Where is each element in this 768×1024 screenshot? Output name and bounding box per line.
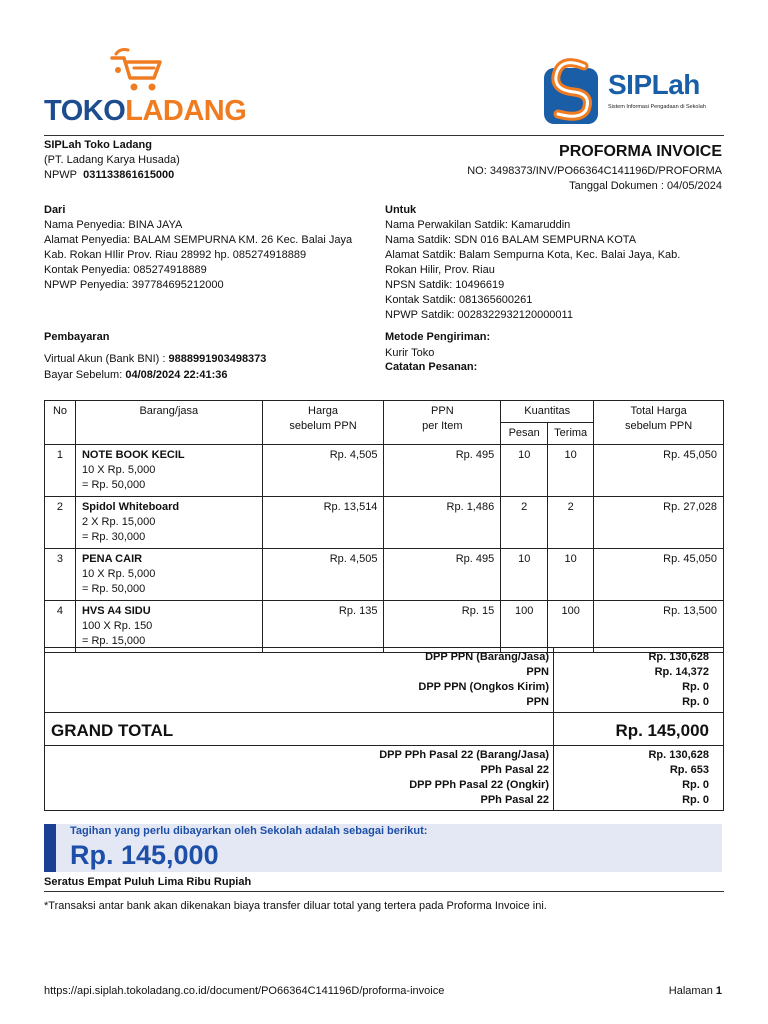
item-subtotal: = Rp. 50,000 [81,479,146,491]
siplah-s-mark-icon [540,58,604,126]
billing-highlight [44,824,722,872]
invoice-date: Tanggal Dokumen : 04/05/2024 [569,180,722,192]
grand-total-value: Rp. 145,000 [615,721,709,740]
pph-summary [44,745,724,811]
shipping-heading: Metode Pengiriman: [385,331,491,343]
pph-label: DPP PPh Pasal 22 (Ongkir) [409,779,549,791]
item-subtotal: = Rp. 50,000 [81,583,146,595]
header-text: Kuantitas [524,405,571,417]
cell-no: 3 [45,549,76,601]
amount-in-words: Seratus Empat Puluh Lima Ribu Rupiah [44,876,252,888]
item-name: PENA CAIR [81,553,143,565]
cell-received: 10 [548,445,594,497]
to-heading: Untuk [385,204,417,216]
cell-no: 1 [45,445,76,497]
col-header-no [45,401,76,445]
payment-heading: Pembayaran [44,331,110,343]
document-url[interactable]: https://api.siplah.tokoladang.co.id/document/PO66364C141196D/proforma-invoice [44,985,445,997]
item-subtotal: = Rp. 15,000 [81,635,146,647]
table-row [45,497,724,549]
to-line: NPWP Satdik: 0028322932120000011 [385,309,573,321]
cell-price: Rp. 4,505 [262,445,384,497]
item-detail: 10 X Rp. 5,000 [81,568,156,580]
order-notes-heading: Catatan Pesanan: [385,361,478,373]
col-header-item [75,401,262,445]
summary-value: Rp. 0 [682,696,709,708]
va-value: 9888991903498373 [168,353,267,365]
summary-label: DPP PPN (Ongkos Kirim) [418,681,549,693]
cell-no: 2 [45,497,76,549]
pph-value: Rp. 0 [682,794,709,806]
wordmark-part1: TOKO [44,95,126,127]
pph-value: Rp. 653 [669,764,709,776]
header-text: Harga [308,405,339,417]
cell-ordered: 2 [501,497,548,549]
from-section [44,203,352,293]
summary-label: PPN [526,696,549,708]
cell-ordered: 10 [501,445,548,497]
tokoladang-wordmark [44,96,246,126]
col-header-price [262,401,384,445]
from-line: Kontak Penyedia: 085274918889 [44,264,207,276]
header-text: Total Harga [630,405,687,417]
header-text: PPN [431,405,454,417]
virtual-account [44,352,266,367]
cell-ppn: Rp. 495 [384,549,501,601]
wordmark-part2: LADANG [125,95,247,127]
billing-amount: Rp. 145,000 [70,840,219,870]
billing-note: Tagihan yang perlu dibayarkan oleh Sekolah adalah sebagai berikut: [70,825,428,837]
pph-divider [553,746,554,810]
pph-label: DPP PPh Pasal 22 (Barang/Jasa) [379,749,549,761]
cell-ordered: 100 [501,601,548,653]
pay-before [44,368,227,383]
seller-company: (PT. Ladang Karya Husada) [44,154,180,166]
col-header-received [548,423,594,445]
cell-total: Rp. 45,050 [594,549,724,601]
cell-received: 10 [548,549,594,601]
siplah-tagline: Sistem Informasi Pengadaan di Sekolah [608,104,706,110]
shipping-method: Kurir Toko [385,347,435,359]
table-row [45,549,724,601]
page-indicator [669,984,722,999]
from-heading: Dari [44,204,66,216]
items-table [44,400,724,653]
seller-npwp [44,168,174,183]
siplah-logo [540,58,730,128]
due-label: Bayar Sebelum: [44,369,126,381]
grand-total-row [44,712,724,746]
item-detail: 100 X Rp. 150 [81,620,153,632]
cell-item [75,497,262,549]
cell-total: Rp. 27,028 [594,497,724,549]
table-row [45,445,724,497]
col-header-ppn [384,401,501,445]
siplah-wordmark: SIPLah [608,69,700,100]
header-divider [44,135,724,136]
to-line: Nama Perwakilan Satdik: Kamaruddin [385,219,571,231]
to-line: Kontak Satdik: 081365600261 [385,294,533,306]
item-detail: 2 X Rp. 15,000 [81,516,156,528]
header-text: per Item [422,420,463,432]
cell-item [75,601,262,653]
seller-name: SIPLah Toko Ladang [44,139,152,151]
npwp-value: 031133861615000 [83,169,175,181]
cell-total: Rp. 45,050 [594,445,724,497]
invoice-number: NO: 3498373/INV/PO66364C141196D/PROFORMA [467,165,722,177]
page-label: Halaman [668,985,716,997]
invoice-title: PROFORMA INVOICE [559,143,722,160]
header-text: sebelum PPN [624,420,693,432]
pph-label: PPh Pasal 22 [480,794,549,806]
summary-label: PPN [526,666,549,678]
header-text: sebelum PPN [289,420,357,432]
npwp-label: NPWP [44,169,77,181]
header-text: Pesan [508,427,540,439]
from-line: Nama Penyedia: BINA JAYA [44,219,183,231]
table-row [45,601,724,653]
to-line: Rokan Hilir, Prov. Riau [385,264,495,276]
header-text: No [52,405,68,417]
page-number: 1 [715,985,722,997]
cell-received: 2 [548,497,594,549]
cell-price: Rp. 135 [262,601,384,653]
transfer-disclaimer: *Transaksi antar bank akan dikenakan biaya transfer diluar total yang tertera pada Proforma Invoice ini. [44,900,547,912]
summary-label: DPP PPN (Barang/Jasa) [425,651,549,663]
header-text: Barang/jasa [139,405,199,417]
pph-label: PPh Pasal 22 [480,764,549,776]
col-header-quantity [501,401,594,423]
cell-ordered: 10 [501,549,548,601]
words-divider [44,891,724,892]
col-header-ordered [501,423,548,445]
ppn-summary [44,647,724,713]
header-text: Terima [554,427,588,439]
va-label: Virtual Akun (Bank BNI) : [44,353,169,365]
cell-price: Rp. 4,505 [262,549,384,601]
summary-value: Rp. 130,628 [648,651,709,663]
col-header-total [594,401,724,445]
billing-accent-bar [44,824,56,872]
cell-no: 4 [45,601,76,653]
summary-divider [553,648,554,712]
to-line: Alamat Satdik: Balam Sempurna Kota, Kec. Balai Jaya, Kab. [385,249,681,261]
item-name: Spidol Whiteboard [81,501,180,513]
from-line: NPWP Penyedia: 397784695212000 [44,279,224,291]
grand-total-divider [553,713,554,745]
cell-ppn: Rp. 15 [384,601,501,653]
from-line: Kab. Rokan HIlir Prov. Riau 28992 hp. 085274918889 [44,249,307,261]
cell-total: Rp. 13,500 [594,601,724,653]
to-section [385,203,680,323]
cell-item [75,549,262,601]
item-name: HVS A4 SIDU [81,605,151,617]
cell-ppn: Rp. 1,486 [384,497,501,549]
cell-received: 100 [548,601,594,653]
pph-value: Rp. 130,628 [648,749,709,761]
item-name: NOTE BOOK KECIL [81,449,185,461]
tokoladang-logo [44,44,247,128]
due-value: 04/08/2024 22:41:36 [125,369,228,381]
summary-value: Rp. 14,372 [654,666,709,678]
summary-value: Rp. 0 [682,681,709,693]
cell-price: Rp. 13,514 [262,497,384,549]
cell-item [75,445,262,497]
to-line: NPSN Satdik: 10496619 [385,279,505,291]
pph-value: Rp. 0 [682,779,709,791]
item-detail: 10 X Rp. 5,000 [81,464,156,476]
cell-ppn: Rp. 495 [384,445,501,497]
item-subtotal: = Rp. 30,000 [81,531,146,543]
grand-total-label: GRAND TOTAL [51,721,174,740]
to-line: Nama Satdik: SDN 016 BALAM SEMPURNA KOTA [385,234,637,246]
from-line: Alamat Penyedia: BALAM SEMPURNA KM. 26 Kec. Balai Jaya [44,234,353,246]
shopping-cart-icon [110,46,166,96]
